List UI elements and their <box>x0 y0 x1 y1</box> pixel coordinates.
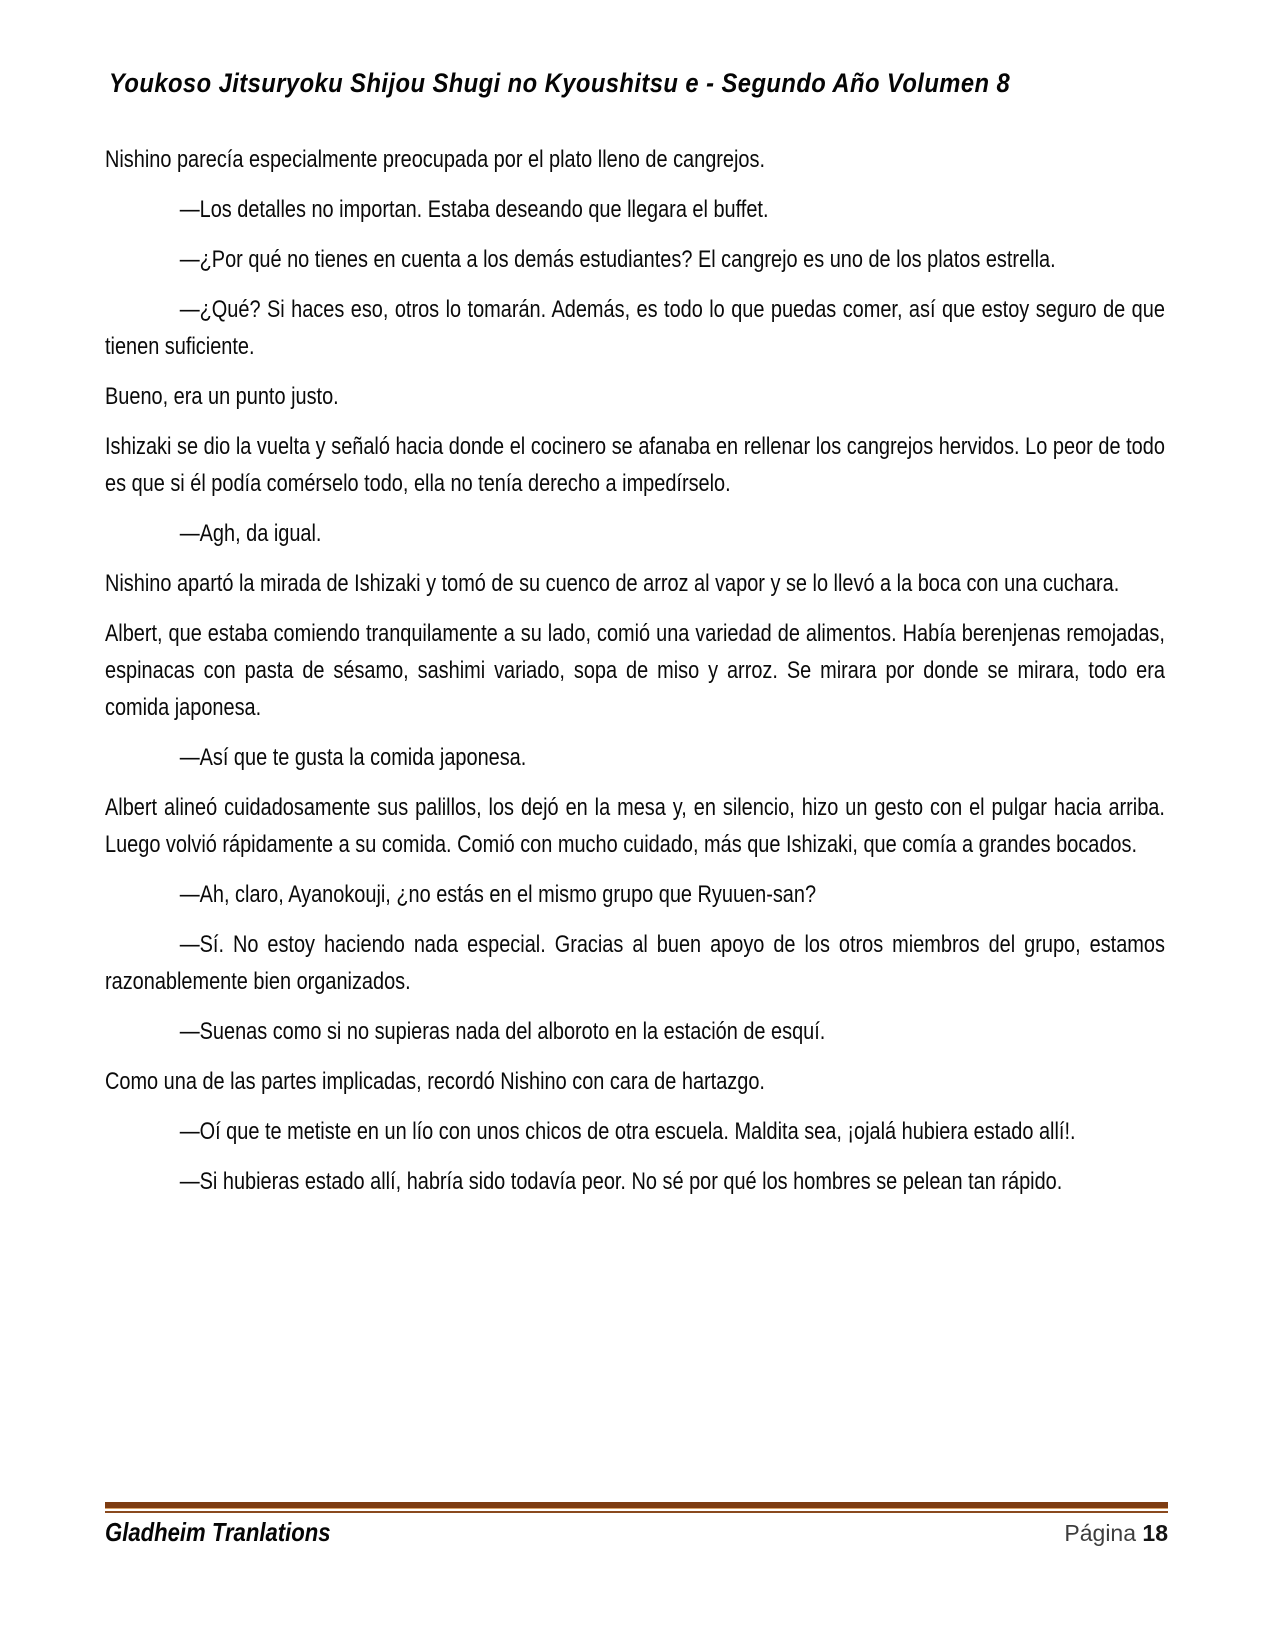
text-column <box>105 141 1165 1200</box>
paragraph: Albert alineó cuidadosamente sus palillos, los dejó en la mesa y, en silencio, hizo un gesto con el pulgar hacia arriba. Luego volvió rápidamente a su comida. Comió con mucho cuidado, más que Ishizaki, que comía a grandes bocados. <box>105 794 1165 858</box>
paragraph: —Los detalles no importan. Estaba deseando que llegara el buffet. <box>179 196 769 223</box>
paragraph: Albert, que estaba comiendo tranquilamente a su lado, comió una variedad de alimentos. Había berenjenas remojadas, espinacas con pasta de sésamo, sashimi variado, sopa de miso y arroz. Se mirara por donde se mirara, todo era comida japonesa. <box>105 620 1165 721</box>
footer-divider-thin-line <box>105 1511 1168 1513</box>
page-header <box>109 68 1269 99</box>
paragraph: Nishino parecía especialmente preocupada por el plato lleno de cangrejos. <box>105 146 766 173</box>
paragraph: Como una de las partes implicadas, recordó Nishino con cara de hartazgo. <box>105 1068 765 1095</box>
page-number <box>1064 1520 1168 1547</box>
footer-divider <box>105 1502 1168 1513</box>
paragraph: —Si hubieras estado allí, habría sido todavía peor. No sé por qué los hombres se pelean tan rápido. <box>179 1168 1063 1195</box>
paragraph: —Ah, claro, Ayanokouji, ¿no estás en el mismo grupo que Ryuuen-san? <box>179 881 817 908</box>
paragraph: —Suenas como si no supieras nada del alboroto en la estación de esquí. <box>179 1018 826 1045</box>
body-text-block <box>105 141 1165 1213</box>
paragraph: Nishino apartó la mirada de Ishizaki y tomó de su cuenco de arroz al vapor y se lo llevó a la boca con una cuchara. <box>105 570 1120 597</box>
page-number-value: 18 <box>1142 1520 1168 1546</box>
translator-name: Gladheim Tranlations <box>105 1517 331 1547</box>
paragraph: —Oí que te metiste en un lío con unos chicos de otra escuela. Maldita sea, ¡ojalá hubiera estado allí!. <box>179 1118 1076 1145</box>
paragraph: —¿Por qué no tienes en cuenta a los demás estudiantes? El cangrejo es uno de los platos estrella. <box>179 246 1056 273</box>
paragraph: —Sí. No estoy haciendo nada especial. Gracias al buen apoyo de los otros miembros del grupo, estamos razonablemente bien organizados. <box>105 931 1165 995</box>
paragraph: —Así que te gusta la comida japonesa. <box>179 744 527 771</box>
paragraph: Bueno, era un punto justo. <box>105 383 339 410</box>
document-title: Youkoso Jitsuryoku Shijou Shugi no Kyoushitsu e - Segundo Año Volumen 8 <box>109 68 1011 98</box>
paragraph: —¿Qué? Si haces eso, otros lo tomarán. Además, es todo lo que puedas comer, así que estoy seguro de que tienen suficiente. <box>105 296 1165 360</box>
paragraph: —Agh, da igual. <box>179 520 322 547</box>
page-number-label: Página <box>1064 1520 1137 1546</box>
page-footer <box>105 1517 1168 1548</box>
paragraph: Ishizaki se dio la vuelta y señaló hacia donde el cocinero se afanaba en rellenar los cangrejos hervidos. Lo peor de todo es que si él podía comérselo todo, ella no tenía derecho a impedírselo. <box>105 433 1165 497</box>
